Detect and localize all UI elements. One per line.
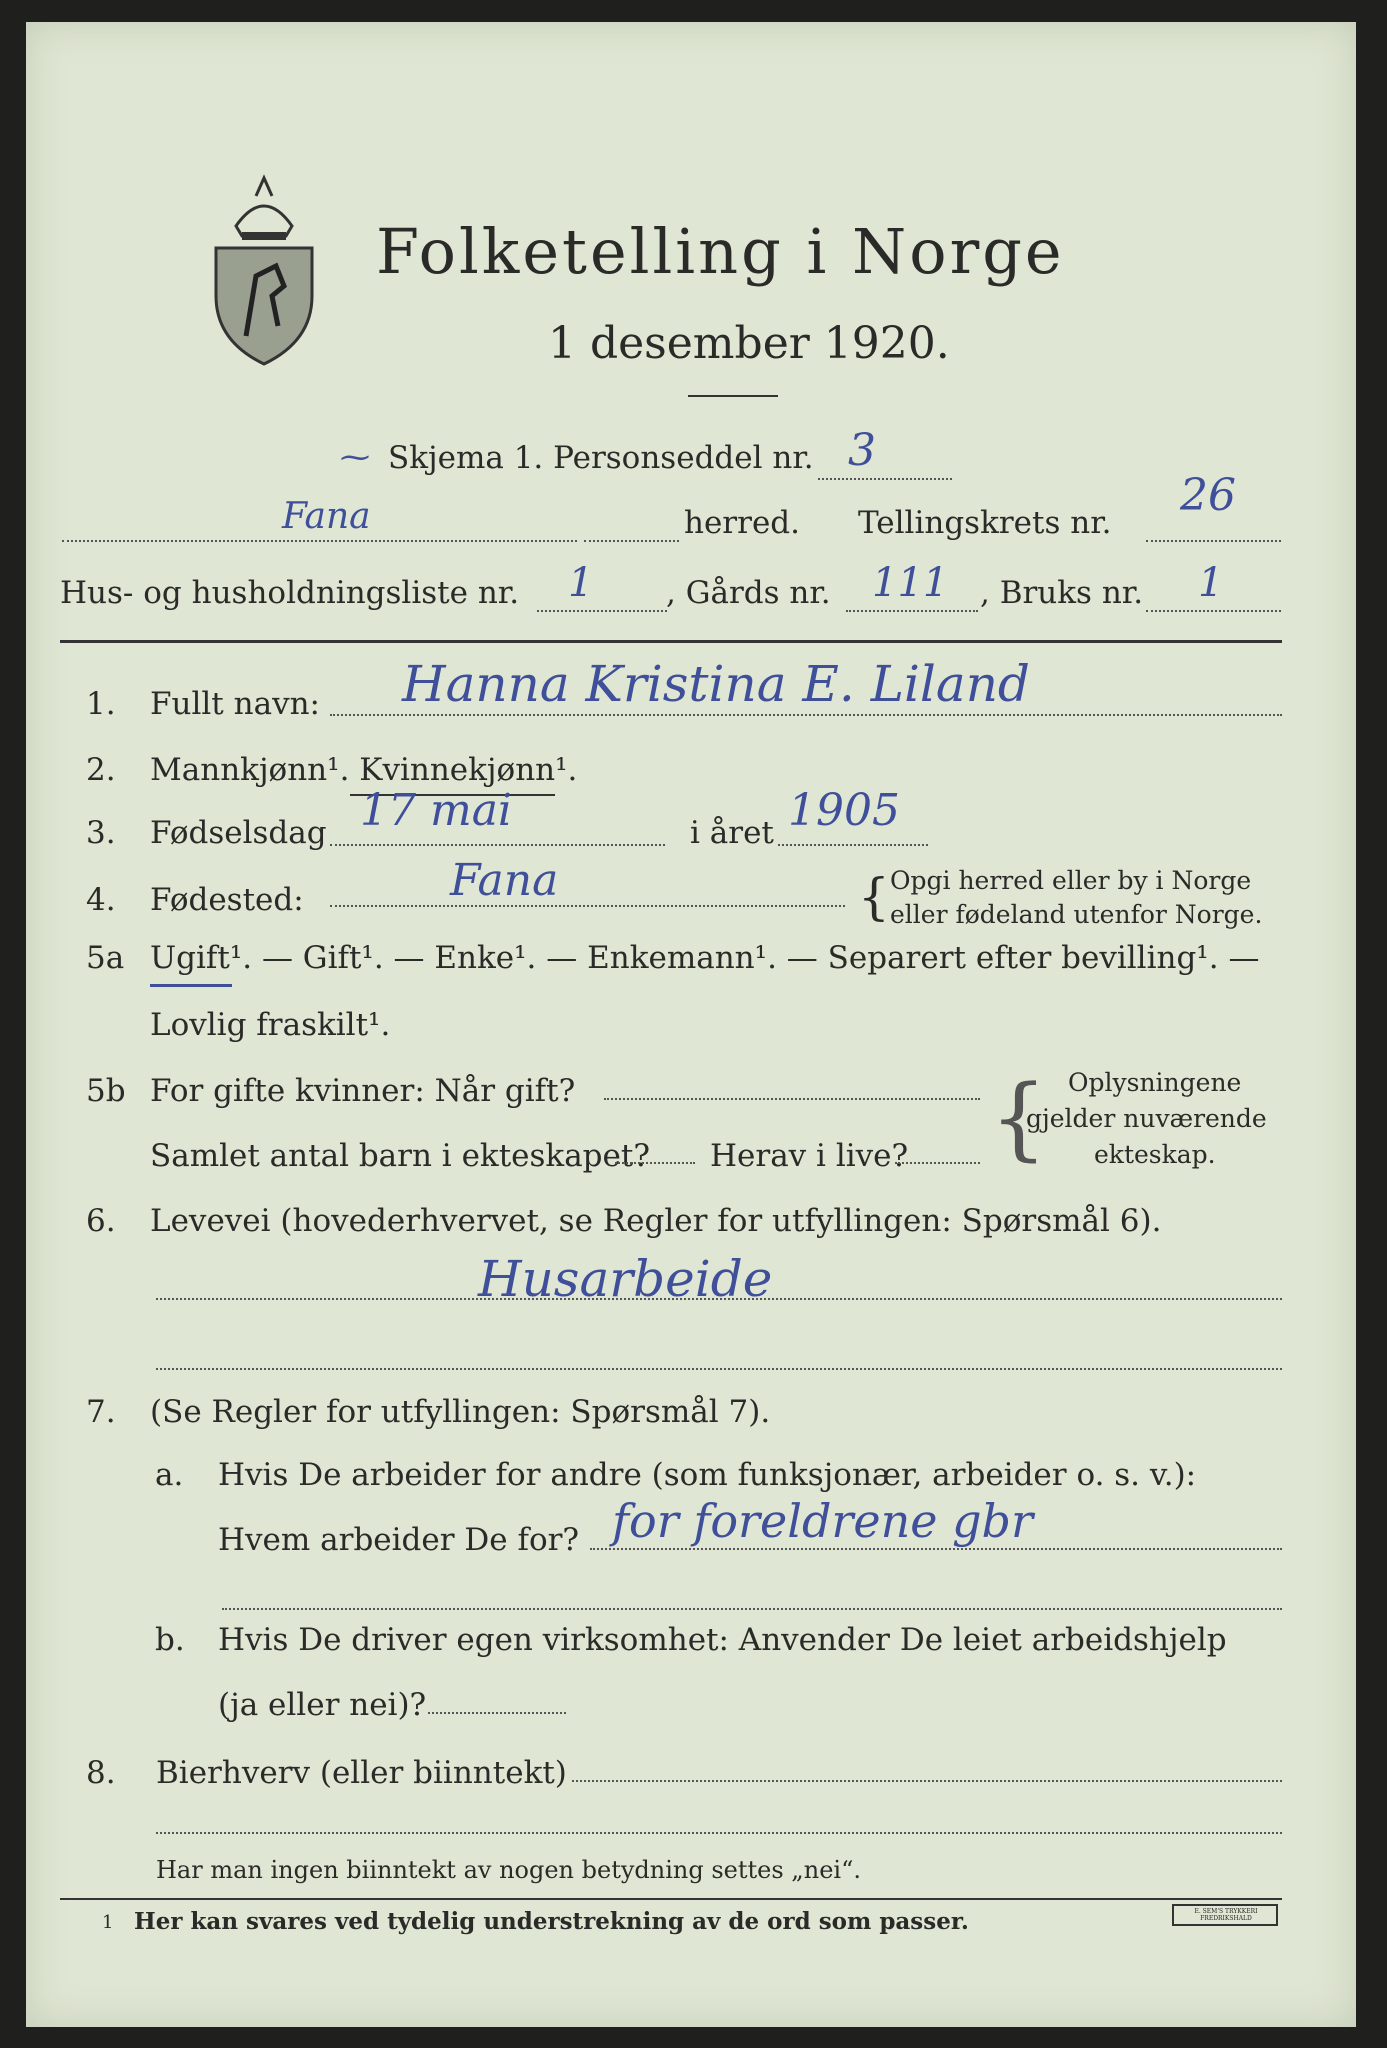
skjema-line xyxy=(818,478,952,480)
q6-value: Husarbeide xyxy=(478,1250,773,1308)
q5b-label2: Samlet antal barn i ekteskapet? xyxy=(150,1138,650,1174)
q2-label: Mannkjønn¹. Kvinnekjønn¹. xyxy=(150,752,578,788)
q6-label: Levevei (hovederhvervet, se Regler for utfyllingen: Spørsmål 6). xyxy=(150,1203,1162,1239)
q1-line xyxy=(330,714,1282,716)
bruks-value: 1 xyxy=(1198,560,1224,606)
q3-number: 3. xyxy=(86,815,116,851)
q7a-line-extra xyxy=(222,1608,1282,1610)
hus-label: Hus- og husholdningsliste nr. xyxy=(60,575,520,611)
q5a-line2: Lovlig fraskilt¹. xyxy=(150,1007,391,1043)
q8-line1 xyxy=(572,1780,1282,1782)
q4-value: Fana xyxy=(450,855,559,906)
q4-number: 4. xyxy=(86,882,116,918)
q3-year-label: i året xyxy=(690,815,774,851)
gards-label: , Gårds nr. xyxy=(666,575,831,611)
q8-number: 8. xyxy=(86,1755,116,1791)
q5b-number: 5b xyxy=(86,1073,126,1109)
q5b-note3: ekteskap. xyxy=(1094,1140,1216,1169)
census-date: 1 desember 1920. xyxy=(548,318,950,369)
q7b-number: b. xyxy=(155,1622,185,1658)
page-title: Folketelling i Norge xyxy=(376,215,1065,288)
q7-number: 7. xyxy=(86,1394,116,1430)
footnote-number: 1 xyxy=(102,1912,114,1933)
q3-year-line xyxy=(778,844,928,846)
q7b-line2: (ja eller nei)? xyxy=(218,1687,427,1723)
herred-line-2 xyxy=(584,540,679,542)
header-divider xyxy=(60,640,1282,643)
q3-year-value: 1905 xyxy=(788,785,900,836)
gards-line xyxy=(846,610,978,612)
q5a-number: 5a xyxy=(86,940,125,976)
q4-line xyxy=(330,905,845,907)
gards-value: 111 xyxy=(872,560,949,606)
q7b-line1: Hvis De driver egen virksomhet: Anvender De leiet arbeidshjelp xyxy=(218,1622,1227,1658)
q6-line1 xyxy=(156,1298,1282,1300)
footnote-text: Her kan svares ved tydelig understrekning av de ord som passer. xyxy=(134,1908,969,1935)
printer-mark xyxy=(1172,1904,1278,1926)
q1-value: Hanna Kristina E. Liland xyxy=(402,655,1030,713)
footer-note: Har man ingen biinntekt av nogen betydning settes „nei“. xyxy=(156,1856,861,1884)
tick-mark: ⁓ xyxy=(340,440,370,475)
q5b-label3: Herav i live? xyxy=(710,1138,909,1174)
q5b-note-brace: { xyxy=(990,1066,1048,1171)
q7a-line xyxy=(590,1548,1282,1550)
bruks-line xyxy=(1146,610,1281,612)
q1-label: Fullt navn: xyxy=(150,686,320,722)
q4-note-line1: Opgi herred eller by i Norge xyxy=(890,866,1252,895)
q4-label: Fødested: xyxy=(150,882,304,918)
skjema-label: Skjema 1. Personseddel nr. xyxy=(388,440,814,476)
q7a-line1: Hvis De arbeider for andre (som funksjonær, arbeider o. s. v.): xyxy=(218,1457,1197,1493)
q5b-line1 xyxy=(604,1098,980,1100)
herred-value: Fana xyxy=(282,496,371,537)
q6-number: 6. xyxy=(86,1203,116,1239)
q7a-number: a. xyxy=(155,1457,184,1493)
q7-label: (Se Regler for utfyllingen: Spørsmål 7). xyxy=(150,1394,771,1430)
printer-text: E. SEM'S TRYKKERI FREDRIKSHALD xyxy=(1194,1908,1258,1922)
q4-note-line2: eller fødeland utenfor Norge. xyxy=(890,900,1263,929)
q7a-line2: Hvem arbeider De for? xyxy=(218,1522,580,1558)
q5b-note2: gjelder nuværende xyxy=(1026,1104,1267,1133)
title-divider xyxy=(688,395,778,397)
coat-of-arms-icon xyxy=(206,166,322,366)
q6-line2 xyxy=(156,1368,1282,1370)
q5b-line3 xyxy=(895,1162,980,1164)
q7a-value: for foreldrene gbr xyxy=(612,1494,1033,1548)
herred-line xyxy=(62,540,577,542)
q7b-line xyxy=(428,1712,566,1714)
q8-line2 xyxy=(156,1832,1282,1834)
q3-day-line xyxy=(330,844,665,846)
tellingskrets-label: Tellingskrets nr. xyxy=(858,505,1112,541)
q3-label: Fødselsdag xyxy=(150,815,327,851)
footer-divider xyxy=(60,1898,1282,1900)
tellingskrets-line xyxy=(1146,540,1281,542)
q5b-label1: For gifte kvinner: Når gift? xyxy=(150,1073,576,1109)
q5b-note1: Oplysningene xyxy=(1068,1068,1242,1097)
q5a-ugift-underline xyxy=(150,984,232,987)
q5b-line2 xyxy=(615,1162,695,1164)
q2-number: 2. xyxy=(86,752,116,788)
q4-note-brace: { xyxy=(858,868,890,926)
herred-label: herred. xyxy=(684,505,800,541)
q8-label: Bierhverv (eller biinntekt) xyxy=(156,1755,567,1791)
q3-day-value: 17 mai xyxy=(360,785,513,836)
skjema-value: 3 xyxy=(848,425,876,476)
hus-value: 1 xyxy=(568,560,594,606)
hus-line xyxy=(537,610,667,612)
q5a-line1: Ugift¹. — Gift¹. — Enke¹. — Enkemann¹. — Separert efter bevilling¹. — xyxy=(150,940,1260,976)
q1-number: 1. xyxy=(86,686,116,722)
tellingskrets-value: 26 xyxy=(1180,470,1236,521)
bruks-label: , Bruks nr. xyxy=(980,575,1144,611)
